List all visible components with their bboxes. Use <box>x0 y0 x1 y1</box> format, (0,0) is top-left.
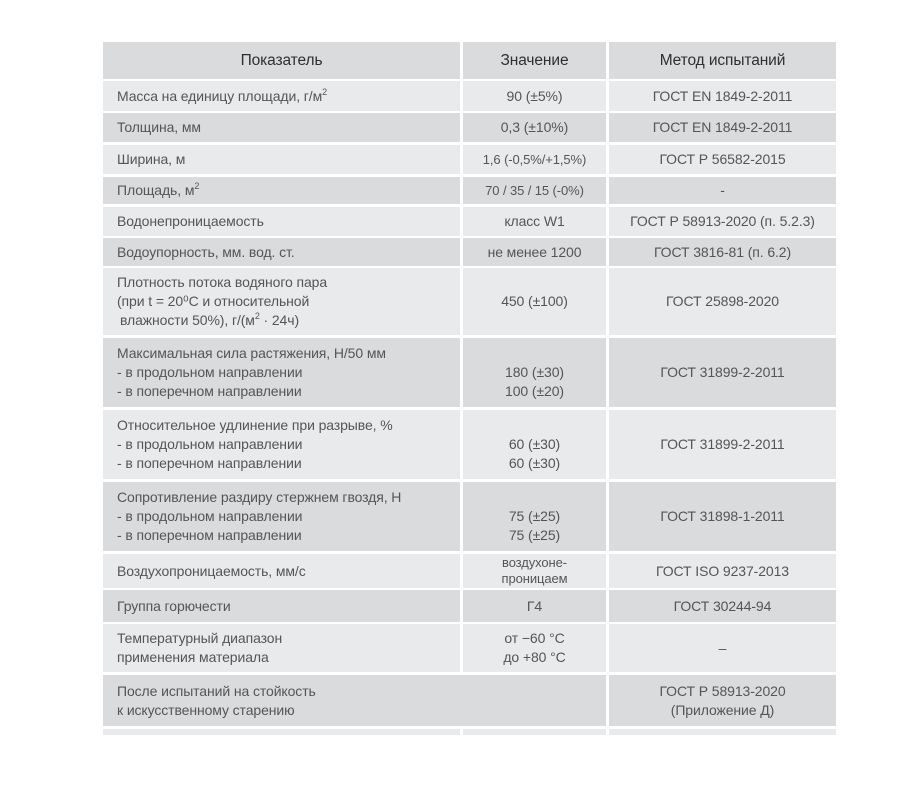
method-text: ГОСТ Р 58913-2020 <box>659 682 786 699</box>
value-text: 1,6 (-0,5%/+1,5%) <box>482 151 587 167</box>
parameter-cell <box>103 145 460 174</box>
method-text: (Приложение Д) <box>670 701 775 718</box>
method-cell <box>609 590 836 622</box>
parameter-text: Плотность потока водяного пара <box>117 274 328 290</box>
method-cell <box>609 207 836 236</box>
method-cell <box>609 482 836 551</box>
method-cell <box>609 410 836 479</box>
parameter-text: Водоупорность, мм. вод. ст. <box>117 243 295 260</box>
method-cell <box>609 268 836 335</box>
table-row <box>103 268 836 335</box>
value-cell <box>463 177 606 204</box>
value-text: 75 (±25) <box>508 508 561 524</box>
parameter-text: Водонепроницаемость <box>117 213 264 229</box>
value-cell <box>463 145 606 174</box>
parameter-text: к искусственному старению <box>117 701 295 718</box>
method-cell <box>609 81 836 111</box>
value-text: не менее 1200 <box>487 243 582 260</box>
value-cell <box>463 554 606 588</box>
table-header-row <box>103 42 836 79</box>
value-text: Г4 <box>526 597 543 614</box>
parameter-cell <box>103 554 460 588</box>
parameter-text: - в поперечном направлении <box>117 527 302 543</box>
method-text: ГОСТ EN 1849-2-2011 <box>652 87 793 104</box>
parameter-text: Сопротивление раздиру стержнем гвоздя, Н <box>117 489 402 505</box>
value-text: от −60 °С <box>504 630 565 646</box>
header-method: Метод испытаний <box>609 42 836 79</box>
parameter-text: Максимальная сила растяжения, Н/50 мм <box>117 345 386 361</box>
header-parameter: Показатель <box>103 42 460 79</box>
method-cell <box>609 675 836 726</box>
parameter-text: Группа горючести <box>117 597 231 614</box>
value-cell <box>463 268 606 335</box>
value-cell <box>463 207 606 236</box>
method-text: ГОСТ ISO 9237-2013 <box>656 562 789 579</box>
method-cell <box>609 338 836 407</box>
value-cell <box>463 729 606 735</box>
parameter-text: - в поперечном направлении <box>117 383 302 399</box>
parameter-cell <box>103 729 460 735</box>
value-cell <box>463 590 606 622</box>
table-row <box>103 410 836 479</box>
value-text: 450 (±100) <box>501 293 568 309</box>
parameter-text: (при t = 20⁰С и относительной <box>117 293 310 309</box>
table-row <box>103 207 836 236</box>
value-text: 100 (±20) <box>505 383 564 399</box>
method-text: ГОСТ 31899-2-2011 <box>660 436 785 452</box>
parameter-text: Воздухопроницаемость, мм/с <box>117 562 306 579</box>
table-row <box>103 554 836 588</box>
parameter-cell <box>103 81 460 111</box>
parameter-cell <box>103 482 460 551</box>
parameter-text: Масса на единицу площади, $г/м^2$ <box>117 86 328 104</box>
method-text: ГОСТ 3816-81 (п. 6.2) <box>653 243 792 260</box>
method-cell <box>609 238 836 266</box>
table-row <box>103 482 836 551</box>
method-cell <box>609 177 836 204</box>
table-row <box>103 624 836 672</box>
value-text: 75 (±25) <box>508 527 561 543</box>
table-row <box>103 590 836 622</box>
header-value: Значение <box>463 42 606 79</box>
parameter-text: Площадь, $м^2$ <box>117 181 200 198</box>
parameter-text: - в поперечном направлении <box>117 455 302 471</box>
parameter-cell <box>103 590 460 622</box>
parameter-text: влажности 50%), $г/(м^2 \cdot 24ч)$ <box>120 311 300 328</box>
parameter-text: применения материала <box>117 649 269 665</box>
table-row <box>103 338 836 407</box>
table-row <box>103 81 836 111</box>
parameter-cell <box>103 268 460 335</box>
value-text: 60 (±30) <box>508 455 561 471</box>
value-cell <box>463 81 606 111</box>
method-text: - <box>720 182 725 198</box>
parameter-text: Толщина, мм <box>117 119 201 135</box>
parameter-cell <box>103 113 460 142</box>
method-cell <box>609 113 836 142</box>
value-cell <box>463 113 606 142</box>
value-text: 180 (±30) <box>505 364 564 380</box>
value-cell <box>463 624 606 672</box>
parameter-cell <box>103 338 460 407</box>
parameter-text: После испытаний на стойкость <box>117 682 316 699</box>
table-row <box>103 238 836 266</box>
value-text: до +80 °С <box>503 649 566 665</box>
method-text: ГОСТ 25898-2020 <box>665 293 779 309</box>
parameter-text: - в продольном направлении <box>117 436 303 452</box>
table-row <box>103 675 836 726</box>
method-cell <box>609 554 836 588</box>
parameter-text: - в продольном направлении <box>117 364 303 380</box>
method-text: ГОСТ Р 56582-2015 <box>659 151 786 167</box>
method-cell <box>609 624 836 672</box>
parameter-text: - в продольном направлении <box>117 508 303 524</box>
table-row <box>103 177 836 204</box>
parameter-text: Ширина, м <box>117 151 186 167</box>
parameter-cell <box>103 410 460 479</box>
method-text: ГОСТ 31899-2-2011 <box>660 364 785 380</box>
table-row-partial <box>103 729 836 735</box>
parameter-text: Относительное удлинение при разрыве, % <box>117 417 393 433</box>
table-row <box>103 113 836 142</box>
parameter-cell <box>103 675 606 726</box>
value-text: проницаем <box>501 571 568 586</box>
parameter-text: Температурный диапазон <box>117 630 283 646</box>
value-cell <box>463 410 606 479</box>
value-text: 90 (±5%) <box>506 87 563 104</box>
value-text: класс W1 <box>504 213 565 229</box>
value-text: 70 / 35 / 15 (-0%) <box>485 182 584 198</box>
parameter-cell <box>103 177 460 204</box>
method-text: ГОСТ Р 58913-2020 (п. 5.2.3) <box>630 213 815 229</box>
parameter-cell <box>103 238 460 266</box>
method-text: – <box>718 639 727 656</box>
method-cell <box>609 729 836 735</box>
method-text: ГОСТ EN 1849-2-2011 <box>652 119 793 135</box>
value-cell <box>463 338 606 407</box>
parameter-cell <box>103 624 460 672</box>
value-text: 60 (±30) <box>508 436 561 452</box>
method-cell <box>609 145 836 174</box>
method-text: ГОСТ 30244-94 <box>673 597 772 614</box>
value-cell <box>463 482 606 551</box>
parameter-cell <box>103 207 460 236</box>
table-row <box>103 145 836 174</box>
method-text: ГОСТ 31898-1-2011 <box>660 508 785 524</box>
value-text: воздухоне- <box>502 555 567 570</box>
value-cell <box>463 238 606 266</box>
value-text: 0,3 (±10%) <box>500 119 569 135</box>
